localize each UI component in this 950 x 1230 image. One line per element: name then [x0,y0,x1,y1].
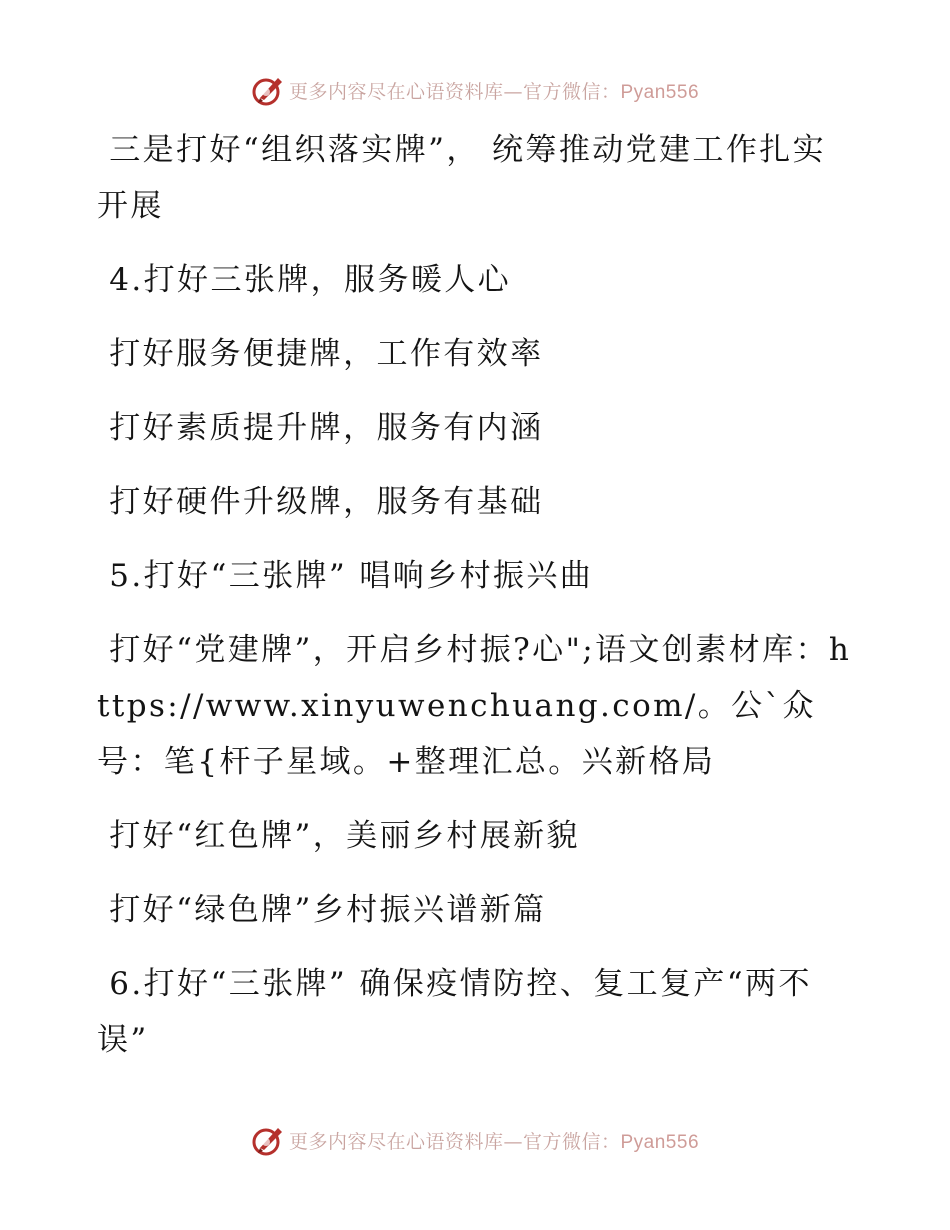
paragraph-5: 打好硬件升级牌，服务有基础 [97,484,544,520]
quill-pen-logo-icon [251,1123,285,1157]
paragraph-3: 打好服务便捷牌，工作有效率 [97,336,544,372]
paragraph-6: 5.打好“三张牌” 唱响乡村振兴曲 [97,558,594,594]
paragraph-9: 打好“绿色牌”乡村振兴谱新篇 [97,892,547,928]
header-watermark-banner [0,70,950,110]
header-watermark-text: 更多内容尽在心语资料库—官方微信：Pyan556 [288,80,700,103]
document-body [97,122,857,1086]
header-wechat-id: Pyan556 [620,81,700,103]
footer-watermark-banner [0,1120,950,1160]
paragraph-10: 6.打好“三张牌” 确保疫情防控、复工复产“两不误” [97,966,812,1058]
quill-pen-logo-icon [251,73,285,107]
footer-wechat-id: Pyan556 [620,1131,700,1153]
paragraph-1: 三是打好“组织落实牌”， 统筹推动党建工作扎实开展 [97,132,827,224]
paragraph-4: 打好素质提升牌，服务有内涵 [97,410,544,446]
paragraph-7: 打好“党建牌”，开启乡村振?心";语文创素材库：https://www.xinyuwenchuang.com/。公`众号：笔{杆子星域。+整理汇总。兴新格局 [97,632,852,780]
paragraph-8: 打好“红色牌”，美丽乡村展新貌 [97,818,580,854]
paragraph-2: 4.打好三张牌，服务暖人心 [97,262,512,298]
footer-watermark-text: 更多内容尽在心语资料库—官方微信：Pyan556 [288,1130,700,1153]
